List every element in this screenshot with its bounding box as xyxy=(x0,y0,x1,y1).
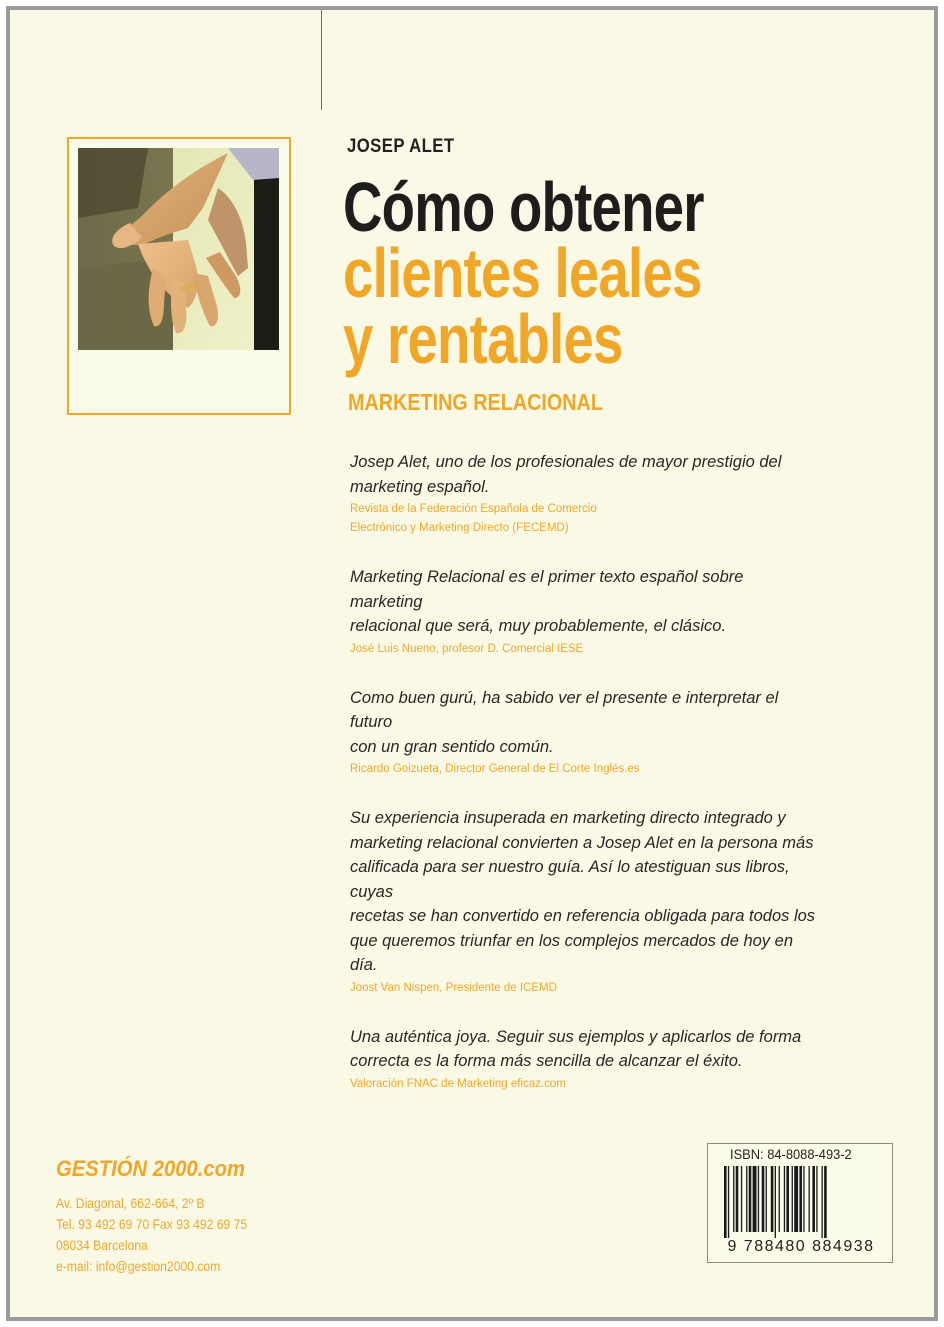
author-name: JOSEP ALET xyxy=(347,136,455,157)
holding-hands-illustration xyxy=(78,148,279,350)
publisher-address: Av. Diagonal, 662-664, 2º B Tel. 93 492 69 70 Fax 93 492 69 75 08034 Barcelona e-mail: info@gestion2000.com xyxy=(56,1196,248,1274)
barcode-icon xyxy=(722,1166,880,1238)
publisher-logo: GESTIÓN 2000.com xyxy=(56,1156,245,1181)
book-title xyxy=(343,168,704,378)
quote-text: Como buen gurú, ha sabido ver el presente e interpretar el futuro con un gran sentido común. xyxy=(350,688,779,756)
quote-text: Josep Alet, uno de los profesionales de mayor prestigio del marketing español. xyxy=(350,453,782,496)
fold-line xyxy=(321,10,322,110)
isbn-label: ISBN: 84-8088-493-2 xyxy=(730,1146,852,1162)
quote-item xyxy=(350,806,820,998)
title-line-1: Cómo obtener xyxy=(343,168,704,246)
quote-item xyxy=(350,565,820,659)
quote-source: Ricardo Goizueta, Director General de El Corte Inglés.es xyxy=(350,763,640,775)
quote-source: José Luis Nueno, profesor D. Comercial IESE xyxy=(350,642,584,655)
holding-hands-photo xyxy=(78,148,279,350)
quote-item xyxy=(350,686,820,780)
quote-text: Marketing Relacional es el primer texto español sobre marketing relacional que será, muy probablemente, el clásico. xyxy=(350,568,744,635)
title-line-2: clientes leales xyxy=(343,234,702,312)
quote-source: Valoración FNAC de Marketing eficaz.com xyxy=(350,1077,566,1090)
barcode-number: 9 788480 884938 xyxy=(727,1238,875,1255)
title-line-3: y rentables xyxy=(343,300,623,378)
photo-frame xyxy=(67,137,291,415)
quote-item xyxy=(350,1025,820,1094)
quote-source: Revista de la Federación Española de Comercio Electrónico y Marketing Directo (FECEMD) xyxy=(350,503,597,534)
book-back-cover xyxy=(10,10,934,1317)
isbn-barcode-box xyxy=(707,1143,893,1263)
book-subtitle: MARKETING RELACIONAL xyxy=(348,389,603,415)
quote-source: Joost Van Nispen, Presidente de ICEMD xyxy=(350,981,557,994)
quote-text: Su experiencia insuperada en marketing directo integrado y marketing relacional convierten a Josep Alet en la persona más calificada para ser nuestro guía. Así lo atestiguan sus libros, cuyas recetas se han convertido en referencia obligada para todos los que queremos triunfar en los complejos mercados de hoy en día. xyxy=(350,809,816,974)
quote-text: Una auténtica joya. Seguir sus ejemplos y aplicarlos de forma correcta es la forma más sencilla de alcanzar el éxito. xyxy=(350,1027,802,1070)
review-quotes xyxy=(350,450,820,1121)
quote-item xyxy=(350,450,820,538)
